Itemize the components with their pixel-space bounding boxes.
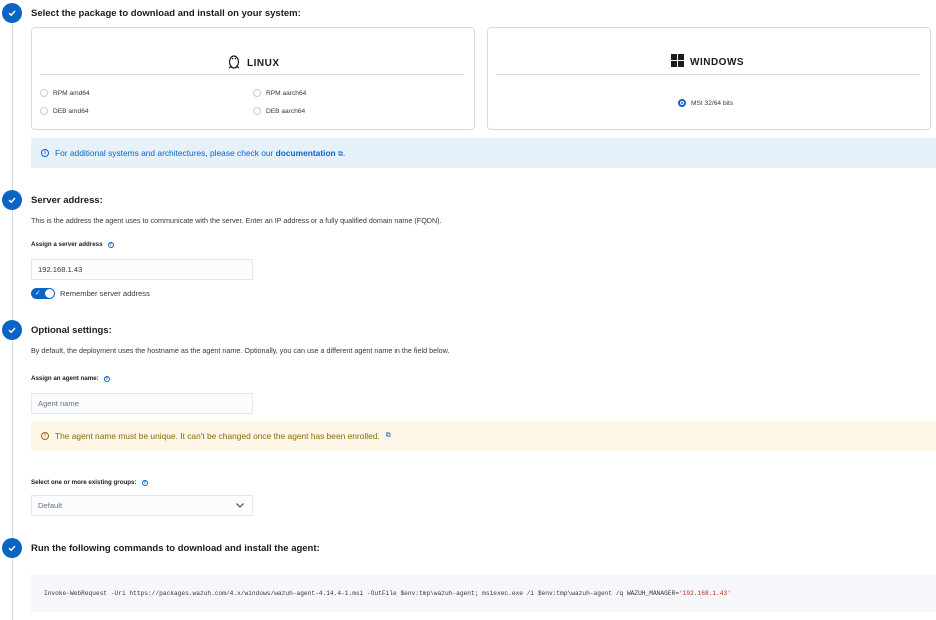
windows-logo-icon	[671, 54, 684, 70]
chevron-down-icon	[236, 501, 244, 510]
step-complete-check-icon	[2, 538, 22, 558]
radio-rpm-aarch64[interactable]: RPM aarch64	[253, 89, 306, 97]
groups-label: Select one or more existing groups: ?	[31, 479, 146, 486]
documentation-link[interactable]: documentation	[275, 147, 336, 158]
toggle-knob	[45, 289, 54, 298]
radio-rpm-amd64[interactable]: RPM amd64	[40, 89, 90, 97]
external-link-icon: ⧉	[338, 150, 344, 158]
step-title-package: Select the package to download and install on your system:	[31, 8, 301, 19]
radio-circle-selected[interactable]	[678, 99, 686, 107]
radio-circle[interactable]	[40, 107, 48, 115]
agent-name-input[interactable]: Agent name	[31, 393, 253, 414]
linux-tux-icon	[227, 54, 241, 72]
server-address-input[interactable]: 192.168.1.43	[31, 259, 253, 280]
windows-package-card	[487, 27, 931, 130]
groups-select[interactable]	[31, 495, 253, 516]
optional-description: By default, the deployment uses the hostname as the agent name. Optionally, you can use a different agent name in the field below.	[31, 346, 450, 355]
radio-msi-32-64[interactable]: MSI 32/64 bits	[678, 99, 733, 107]
windows-divider	[496, 74, 920, 75]
windows-title: WINDOWS	[671, 54, 744, 70]
radio-circle[interactable]	[253, 107, 261, 115]
radio-circle[interactable]	[253, 89, 261, 97]
agent-name-label: Assign an agent name: ?	[31, 375, 109, 382]
info-suffix: .	[343, 147, 346, 158]
install-command-block[interactable]	[31, 574, 936, 612]
warning-icon: !	[41, 432, 49, 440]
remember-server-toggle[interactable]	[31, 288, 55, 299]
command-manager-value: '192.168.1.43'	[678, 589, 731, 597]
step-title-optional: Optional settings:	[31, 325, 112, 336]
info-icon: i	[41, 149, 49, 157]
linux-package-card	[31, 27, 475, 130]
step-title-server: Server address:	[31, 195, 103, 206]
server-address-label: Assign a server address ?	[31, 241, 112, 248]
step-complete-check-icon	[2, 3, 22, 23]
warning-callout	[31, 421, 936, 451]
server-description: This is the address the agent uses to communicate with the server. Enter an IP address or a fully qualified domain name (FQDN).	[31, 216, 442, 225]
radio-circle[interactable]	[40, 89, 48, 97]
linux-title: LINUX	[227, 54, 280, 72]
step-complete-check-icon	[2, 320, 22, 340]
groups-selected-value: Default	[38, 501, 63, 510]
step-title-run: Run the following commands to download and install the agent:	[31, 543, 320, 554]
info-callout	[31, 138, 936, 168]
help-icon[interactable]: ?	[143, 480, 146, 485]
radio-deb-amd64[interactable]: DEB amd64	[40, 107, 89, 115]
help-icon[interactable]: ?	[109, 242, 112, 247]
toggle-check-icon: ✓	[35, 290, 41, 297]
info-text: For additional systems and architectures, please check our	[55, 147, 274, 158]
warning-text: The agent name must be unique. It can't be changed once the agent has been enrolled.	[55, 431, 380, 441]
external-link-icon[interactable]: ⧉	[385, 432, 391, 439]
linux-divider	[40, 74, 464, 75]
step-complete-check-icon	[2, 190, 22, 210]
radio-deb-aarch64[interactable]: DEB aarch64	[253, 107, 305, 115]
remember-server-label: Remember server address	[60, 289, 150, 298]
command-text: Invoke-WebRequest -Uri https://packages.wazuh.com/4.x/windows/wazuh-agent-4.14.4-1.msi -OutFile $env:tmp\wazuh-agent; msiexec.exe /i $env:tmp\wazuh-agent /q WAZUH_MANAGER=	[44, 589, 679, 597]
help-icon[interactable]: ?	[105, 376, 109, 381]
